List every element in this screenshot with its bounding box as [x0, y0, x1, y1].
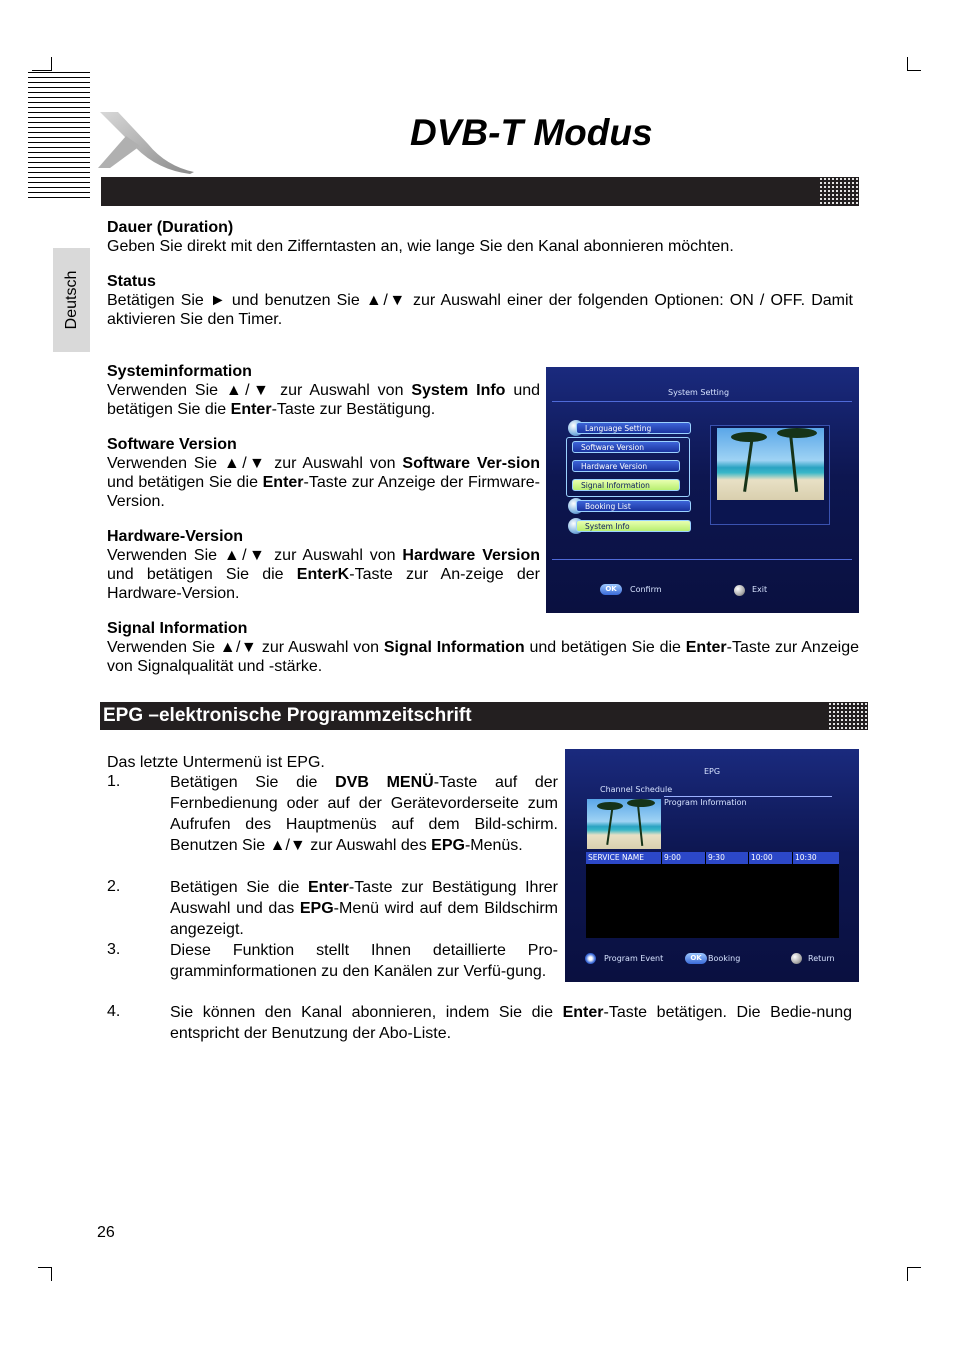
menu-hardware-version: Hardware Version — [572, 460, 680, 472]
software-text: Verwenden Sie ▲/▼ zur Auswahl von Software Ver-sion und betätigen Sie die Enter-Taste zur Anzeige der Firmware-Version. — [107, 455, 540, 510]
channel-schedule-label: Channel Schedule — [600, 785, 673, 794]
title-bar — [101, 177, 859, 206]
return-icon — [791, 953, 802, 964]
hardware-text: Verwenden Sie ▲/▼ zur Auswahl von Hardware Version und betätigen Sie die EnterK-Taste zur An-zeige der Hardware-Version. — [107, 547, 541, 602]
ok-button-icon: OK — [600, 584, 622, 595]
list-number-1: 1. — [107, 773, 121, 790]
time-cell: 10:00 — [749, 852, 792, 864]
time-cell: 10:30 — [793, 852, 839, 864]
dauer-heading: Dauer (Duration) — [107, 219, 234, 236]
decorative-stripes — [28, 72, 90, 200]
status-heading: Status — [107, 273, 156, 290]
status-text: Betätigen Sie ► und benutzen Sie ▲/▼ zur Auswahl einer der folgenden Optionen: ON / OFF. Damit aktivieren Sie den Timer. — [107, 292, 853, 328]
system-setting-screenshot — [546, 367, 859, 613]
epg-beach-image — [587, 799, 661, 849]
list-item-4: Sie können den Kanal abonnieren, indem Sie die Enter-Taste betätigen. Die Bedie-nung entspricht der Benutzung der Abo-Liste. — [170, 1004, 852, 1042]
booking-label: Booking — [708, 954, 741, 963]
signal-text: Verwenden Sie ▲/▼ zur Auswahl von Signal Information und betätigen Sie die Enter-Taste zur Anzeige von Signalqualität und -stärke. — [107, 639, 860, 675]
list-number-2: 2. — [107, 878, 121, 895]
exit-button-icon — [734, 585, 745, 596]
time-cell: 9:00 — [662, 852, 705, 864]
crop-mark — [907, 70, 921, 71]
crop-mark — [907, 1267, 908, 1281]
epg-intro: Das letzte Untermenü ist EPG. — [107, 754, 325, 771]
program-information-label: Program Information — [664, 798, 747, 807]
program-event-label: Program Event — [604, 954, 664, 963]
software-heading: Software Version — [107, 436, 237, 453]
page-number: 26 — [97, 1224, 115, 1241]
menu-booking-list: Booking List — [576, 500, 691, 512]
signal-heading: Signal Information — [107, 620, 248, 637]
crop-mark — [51, 1267, 52, 1281]
exit-label: Exit — [752, 585, 768, 594]
menu-language-setting: Language Setting — [576, 422, 691, 434]
confirm-label: Confirm — [630, 585, 662, 594]
hardware-heading: Hardware-Version — [107, 528, 244, 545]
sysinfo-heading: Systeminformation — [107, 363, 252, 380]
epg-screen-title: EPG — [704, 767, 721, 776]
time-cell: 9:30 — [706, 852, 748, 864]
menu-signal-information: Signal Information — [572, 479, 680, 491]
list-number-3: 3. — [107, 941, 121, 958]
crop-mark — [51, 57, 52, 71]
beach-image — [717, 428, 824, 500]
list-item-2: Betätigen Sie die Enter-Taste zur Bestätigung Ihrer Auswahl und das EPG-Menü wird auf dem Bildschirm angezeigt. — [170, 879, 559, 938]
x-logo — [96, 108, 196, 176]
return-label: Return — [808, 954, 835, 963]
crop-mark — [32, 70, 52, 71]
screen-title: System Setting — [668, 388, 730, 397]
crop-mark — [38, 1267, 52, 1268]
dauer-text: Geben Sie direkt mit den Zifferntasten an, wie lange Sie den Kanal abonnieren möchten. — [107, 238, 734, 255]
epg-screenshot — [565, 749, 859, 982]
menu-software-version: Software Version — [572, 441, 680, 453]
list-item-1: Betätigen Sie die DVB MENÜ-Taste auf der Fernbedienung oder auf der Gerätevorderseite zum Aufrufen des Hauptmenüs auf dem Bild-schirm. Benutzen Sie ▲/▼ zur Auswahl des EPG-Menüs. — [170, 774, 558, 854]
menu-system-info: System Info — [576, 520, 691, 532]
sysinfo-text: Verwenden Sie ▲/▼ zur Auswahl von System Info und betätigen Sie die Enter-Taste zur Bestätigung. — [107, 382, 541, 418]
list-number-4: 4. — [107, 1003, 121, 1020]
page-title: DVB-T Modus — [410, 112, 653, 153]
crop-mark — [907, 1267, 921, 1268]
crop-mark — [907, 57, 908, 71]
booking-ok-icon: OK — [685, 953, 707, 964]
list-item-3: Diese Funktion stellt Ihnen detaillierte Pro-gramminformationen zu den Kanälen zur Verfü-gung. — [170, 942, 558, 980]
program-event-icon — [585, 953, 596, 964]
epg-heading-bar — [100, 702, 868, 730]
service-name-header: SERVICE NAME — [586, 852, 661, 864]
epg-heading: EPG –elektronische Programmzeitschrift — [103, 705, 472, 726]
language-side-tab: Deutsch — [53, 248, 90, 352]
